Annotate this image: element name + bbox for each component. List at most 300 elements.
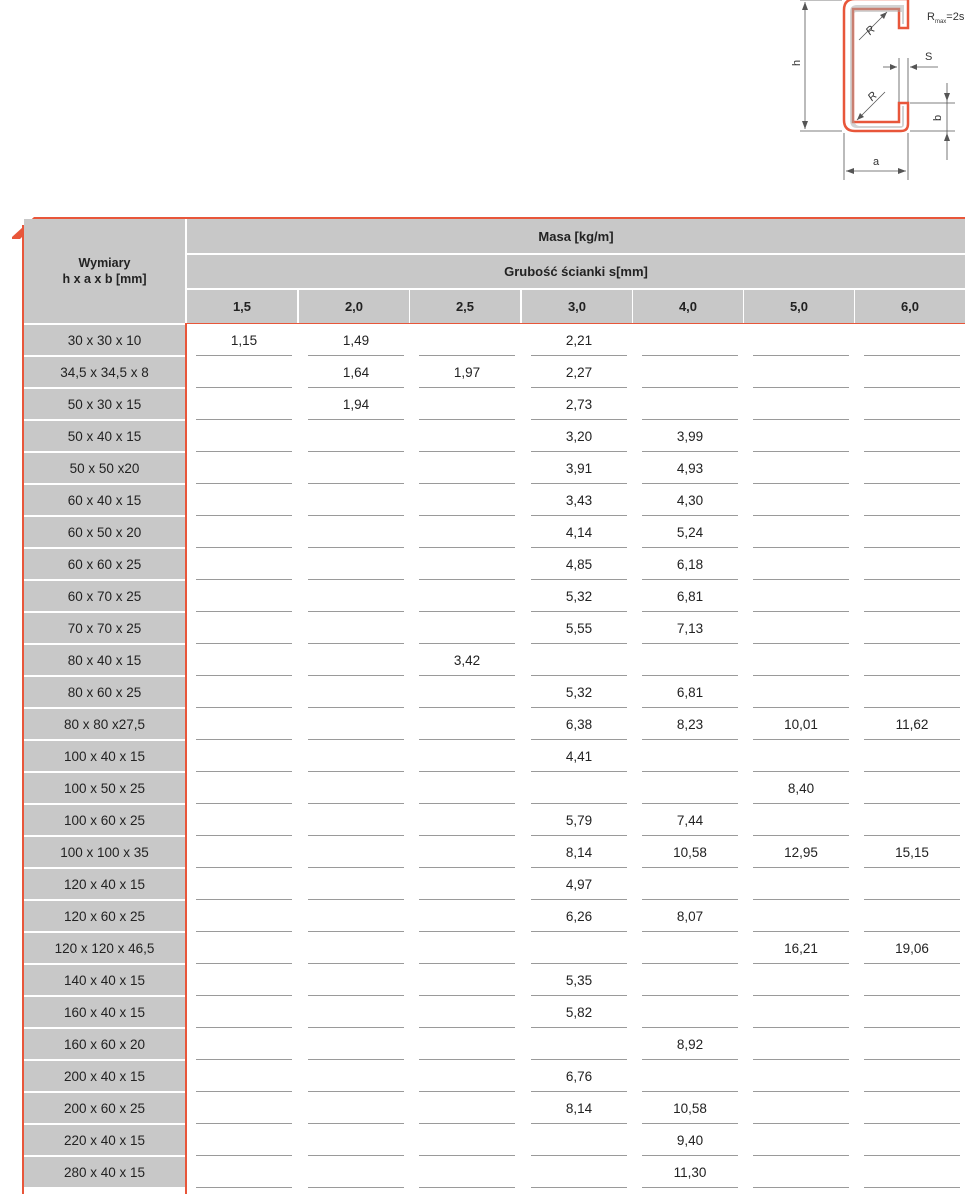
mass-cell bbox=[753, 325, 849, 356]
table-row bbox=[24, 325, 965, 357]
cell-rule bbox=[531, 707, 627, 708]
cell-rule bbox=[419, 611, 515, 612]
cell-rule bbox=[864, 803, 960, 804]
cell-rule bbox=[531, 963, 627, 964]
mass-cell bbox=[753, 1093, 849, 1124]
dimension-cell: 100 x 60 x 25 bbox=[24, 805, 185, 835]
cell-rule bbox=[308, 771, 404, 772]
cell-rule bbox=[419, 579, 515, 580]
mass-cell bbox=[308, 997, 404, 1028]
mass-cell: 16,21 bbox=[784, 941, 818, 956]
cell-rule bbox=[753, 579, 849, 580]
cell-rule bbox=[196, 1123, 292, 1124]
cell-rule bbox=[196, 931, 292, 932]
mass-cell bbox=[196, 965, 292, 996]
mass-cell bbox=[864, 421, 960, 452]
cell-rule bbox=[864, 451, 960, 452]
cell-rule bbox=[196, 483, 292, 484]
table-row bbox=[24, 709, 965, 741]
mass-header-label: Masa [kg/m] bbox=[538, 228, 614, 244]
cell-rule bbox=[753, 1059, 849, 1060]
dimension-cell: 120 x 60 x 25 bbox=[24, 901, 185, 931]
mass-cell bbox=[196, 357, 292, 388]
mass-cell bbox=[419, 837, 515, 868]
cell-rule bbox=[531, 931, 627, 932]
table-row bbox=[24, 837, 965, 869]
cell-rule bbox=[196, 995, 292, 996]
mass-cell: 1,64 bbox=[342, 365, 370, 380]
mass-cell bbox=[196, 997, 292, 1028]
dimension-cell: 60 x 70 x 25 bbox=[24, 581, 185, 611]
mass-cell bbox=[419, 581, 515, 612]
dimension-cell: 50 x 30 x 15 bbox=[24, 389, 185, 419]
mass-cell: 6,38 bbox=[565, 717, 593, 732]
cell-rule bbox=[642, 739, 738, 740]
mass-cell: 8,07 bbox=[676, 909, 704, 924]
dimension-cell: 140 x 40 x 15 bbox=[24, 965, 185, 995]
mass-cell bbox=[308, 1029, 404, 1060]
dimension-cell: 50 x 40 x 15 bbox=[24, 421, 185, 451]
mass-cell: 19,06 bbox=[895, 941, 929, 956]
mass-cell bbox=[308, 741, 404, 772]
dim-label-b: b bbox=[932, 114, 944, 121]
cell-rule bbox=[196, 1059, 292, 1060]
mass-cell bbox=[642, 357, 738, 388]
mass-cell bbox=[753, 1061, 849, 1092]
mass-cell: 1,97 bbox=[453, 365, 481, 380]
mass-cell bbox=[308, 901, 404, 932]
cell-rule bbox=[196, 611, 292, 612]
cell-rule bbox=[642, 931, 738, 932]
cell-rule bbox=[308, 995, 404, 996]
mass-cell: 15,15 bbox=[895, 845, 929, 860]
cell-rule bbox=[531, 1187, 627, 1188]
cell-rule bbox=[753, 419, 849, 420]
mass-cell bbox=[308, 709, 404, 740]
cell-rule bbox=[642, 355, 738, 356]
cell-rule bbox=[308, 1027, 404, 1028]
mass-cell bbox=[196, 805, 292, 836]
mass-cell bbox=[642, 997, 738, 1028]
cell-rule bbox=[196, 1091, 292, 1092]
mass-cell bbox=[864, 325, 960, 356]
mass-cell bbox=[308, 453, 404, 484]
dimension-cell: 280 x 40 x 15 bbox=[24, 1157, 185, 1187]
cell-rule bbox=[308, 483, 404, 484]
mass-cell bbox=[753, 357, 849, 388]
mass-cell bbox=[196, 773, 292, 804]
rmax-note: $R_{max}=2s$ bbox=[927, 11, 965, 25]
mass-cell bbox=[531, 933, 627, 964]
mass-cell bbox=[419, 421, 515, 452]
cell-rule bbox=[864, 835, 960, 836]
cell-rule bbox=[753, 483, 849, 484]
cell-rule bbox=[308, 1091, 404, 1092]
mass-cell bbox=[864, 869, 960, 900]
cell-rule bbox=[308, 515, 404, 516]
cell-rule bbox=[642, 707, 738, 708]
mass-cell bbox=[196, 581, 292, 612]
mass-cell bbox=[864, 773, 960, 804]
cell-rule bbox=[419, 675, 515, 676]
cell-rule bbox=[419, 1155, 515, 1156]
mass-cell bbox=[308, 613, 404, 644]
cell-rule bbox=[308, 835, 404, 836]
mass-header bbox=[187, 219, 965, 253]
cell-rule bbox=[419, 963, 515, 964]
cell-rule bbox=[864, 515, 960, 516]
cell-rule bbox=[196, 355, 292, 356]
mass-cell: 10,58 bbox=[673, 1101, 707, 1116]
dimensions-header bbox=[24, 219, 185, 323]
mass-cell: 8,14 bbox=[565, 1101, 593, 1116]
table-row bbox=[24, 1029, 965, 1061]
cell-rule bbox=[196, 899, 292, 900]
dimension-cell: 80 x 40 x 15 bbox=[24, 645, 185, 675]
mass-cell bbox=[753, 1125, 849, 1156]
mass-cell bbox=[196, 645, 292, 676]
dimension-cell: 34,5 x 34,5 x 8 bbox=[24, 357, 185, 387]
mass-cell: 1,49 bbox=[342, 333, 370, 348]
mass-cell bbox=[196, 837, 292, 868]
thickness-column-header: 1,5 bbox=[187, 290, 297, 323]
table-row bbox=[24, 773, 965, 805]
cell-rule bbox=[531, 867, 627, 868]
mass-cell bbox=[864, 389, 960, 420]
cell-rule bbox=[864, 355, 960, 356]
mass-cell bbox=[642, 325, 738, 356]
cell-rule bbox=[196, 675, 292, 676]
mass-cell bbox=[753, 645, 849, 676]
mass-cell bbox=[308, 485, 404, 516]
cell-rule bbox=[308, 675, 404, 676]
cell-rule bbox=[642, 611, 738, 612]
mass-cell bbox=[419, 709, 515, 740]
cell-rule bbox=[753, 963, 849, 964]
cell-rule bbox=[642, 1027, 738, 1028]
cell-rule bbox=[308, 803, 404, 804]
dimension-cell: 200 x 40 x 15 bbox=[24, 1061, 185, 1091]
cell-rule bbox=[308, 611, 404, 612]
cell-rule bbox=[419, 931, 515, 932]
mass-cell: 4,30 bbox=[676, 493, 704, 508]
cell-rule bbox=[864, 547, 960, 548]
cell-rule bbox=[753, 643, 849, 644]
mass-cell: 8,40 bbox=[787, 781, 815, 796]
mass-cell: 5,55 bbox=[565, 621, 593, 636]
mass-cell: 2,27 bbox=[565, 365, 593, 380]
table-row bbox=[24, 997, 965, 1029]
table-row bbox=[24, 389, 965, 421]
cell-rule bbox=[419, 771, 515, 772]
mass-cell bbox=[642, 933, 738, 964]
cell-rule bbox=[864, 483, 960, 484]
mass-cell bbox=[864, 1093, 960, 1124]
mass-cell bbox=[308, 933, 404, 964]
cell-rule bbox=[531, 771, 627, 772]
thickness-column-header: 5,0 bbox=[744, 290, 854, 323]
cell-rule bbox=[419, 899, 515, 900]
cell-rule bbox=[642, 995, 738, 996]
cell-rule bbox=[753, 1155, 849, 1156]
mass-cell bbox=[864, 965, 960, 996]
cell-rule bbox=[308, 547, 404, 548]
cell-rule bbox=[531, 355, 627, 356]
cell-rule bbox=[531, 899, 627, 900]
table-row bbox=[24, 421, 965, 453]
cell-rule bbox=[753, 387, 849, 388]
mass-cell bbox=[308, 869, 404, 900]
cell-rule bbox=[419, 547, 515, 548]
dimensions-header-title: Wymiary bbox=[78, 256, 131, 270]
mass-cell: 12,95 bbox=[784, 845, 818, 860]
cell-rule bbox=[419, 1123, 515, 1124]
table-row bbox=[24, 453, 965, 485]
cell-rule bbox=[419, 483, 515, 484]
mass-cell bbox=[864, 613, 960, 644]
cell-rule bbox=[531, 995, 627, 996]
cell-rule bbox=[864, 419, 960, 420]
mass-cell bbox=[864, 549, 960, 580]
cell-rule bbox=[308, 1059, 404, 1060]
mass-cell bbox=[196, 1061, 292, 1092]
mass-cell bbox=[419, 677, 515, 708]
cell-rule bbox=[531, 1155, 627, 1156]
cell-rule bbox=[196, 803, 292, 804]
cell-rule bbox=[642, 643, 738, 644]
mass-cell bbox=[864, 805, 960, 836]
mass-cell bbox=[196, 389, 292, 420]
dimension-cell: 100 x 40 x 15 bbox=[24, 741, 185, 771]
mass-cell bbox=[196, 901, 292, 932]
cell-rule bbox=[753, 739, 849, 740]
cell-rule bbox=[864, 643, 960, 644]
cell-rule bbox=[753, 1027, 849, 1028]
cell-rule bbox=[642, 1123, 738, 1124]
dimension-cell: 220 x 40 x 15 bbox=[24, 1125, 185, 1155]
mass-cell bbox=[196, 1093, 292, 1124]
mass-cell bbox=[753, 1157, 849, 1188]
mass-cell bbox=[753, 581, 849, 612]
mass-cell bbox=[419, 869, 515, 900]
cell-rule bbox=[864, 1155, 960, 1156]
mass-cell bbox=[196, 1125, 292, 1156]
thickness-column-header: 3,0 bbox=[522, 290, 632, 323]
mass-cell bbox=[753, 421, 849, 452]
cell-rule bbox=[308, 419, 404, 420]
mass-cell: 6,81 bbox=[676, 685, 704, 700]
cell-rule bbox=[642, 867, 738, 868]
table-row bbox=[24, 485, 965, 517]
mass-cell bbox=[419, 933, 515, 964]
cell-rule bbox=[753, 355, 849, 356]
mass-cell bbox=[642, 965, 738, 996]
mass-cell bbox=[419, 1093, 515, 1124]
cell-rule bbox=[196, 387, 292, 388]
mass-cell bbox=[864, 357, 960, 388]
mass-cell bbox=[531, 1157, 627, 1188]
mass-cell: 6,76 bbox=[565, 1069, 593, 1084]
mass-cell: 6,26 bbox=[565, 909, 593, 924]
cell-rule bbox=[642, 803, 738, 804]
cell-rule bbox=[642, 579, 738, 580]
mass-cell bbox=[753, 485, 849, 516]
dim-label-a: a bbox=[873, 156, 880, 168]
dimension-cell: 70 x 70 x 25 bbox=[24, 613, 185, 643]
dimension-cell: 160 x 60 x 20 bbox=[24, 1029, 185, 1059]
mass-cell bbox=[308, 805, 404, 836]
table-row bbox=[24, 1061, 965, 1093]
dimension-cell: 60 x 50 x 20 bbox=[24, 517, 185, 547]
cell-rule bbox=[642, 1155, 738, 1156]
dimension-cell: 160 x 40 x 15 bbox=[24, 997, 185, 1027]
mass-cell: 3,43 bbox=[565, 493, 593, 508]
cell-rule bbox=[753, 931, 849, 932]
mass-cell bbox=[531, 645, 627, 676]
cell-rule bbox=[753, 867, 849, 868]
table-row bbox=[24, 741, 965, 773]
mass-cell bbox=[419, 805, 515, 836]
cell-rule bbox=[753, 899, 849, 900]
cell-rule bbox=[864, 707, 960, 708]
mass-cell bbox=[642, 773, 738, 804]
mass-cell bbox=[419, 901, 515, 932]
table-row bbox=[24, 613, 965, 645]
mass-cell bbox=[531, 1125, 627, 1156]
mass-cell bbox=[419, 613, 515, 644]
mass-cell bbox=[196, 613, 292, 644]
cell-rule bbox=[419, 387, 515, 388]
cell-rule bbox=[531, 515, 627, 516]
cell-rule bbox=[308, 1123, 404, 1124]
thickness-column-header: 4,0 bbox=[633, 290, 743, 323]
mass-cell bbox=[864, 741, 960, 772]
mass-cell bbox=[753, 517, 849, 548]
cell-rule bbox=[308, 707, 404, 708]
mass-cell bbox=[196, 421, 292, 452]
cell-rule bbox=[531, 1027, 627, 1028]
cell-rule bbox=[531, 803, 627, 804]
dimension-cell: 60 x 60 x 25 bbox=[24, 549, 185, 579]
cell-rule bbox=[419, 867, 515, 868]
mass-cell bbox=[419, 453, 515, 484]
mass-cell bbox=[531, 1029, 627, 1060]
mass-cell bbox=[308, 549, 404, 580]
cell-rule bbox=[864, 931, 960, 932]
dimension-cell: 30 x 30 x 10 bbox=[24, 325, 185, 355]
cell-rule bbox=[753, 547, 849, 548]
mass-cell bbox=[308, 1157, 404, 1188]
mass-cell bbox=[419, 997, 515, 1028]
cell-rule bbox=[419, 803, 515, 804]
cell-rule bbox=[531, 451, 627, 452]
mass-cell bbox=[196, 677, 292, 708]
mass-cell bbox=[196, 485, 292, 516]
cell-rule bbox=[196, 835, 292, 836]
dim-label-r-upper: R bbox=[863, 23, 878, 38]
cell-rule bbox=[308, 579, 404, 580]
mass-cell: 11,30 bbox=[673, 1165, 707, 1180]
table-row bbox=[24, 517, 965, 549]
mass-cell bbox=[753, 901, 849, 932]
cell-rule bbox=[642, 547, 738, 548]
cell-rule bbox=[642, 419, 738, 420]
cell-rule bbox=[419, 515, 515, 516]
cell-rule bbox=[642, 515, 738, 516]
mass-cell bbox=[419, 1029, 515, 1060]
cell-rule bbox=[531, 1091, 627, 1092]
mass-cell: 3,91 bbox=[565, 461, 593, 476]
mass-cell: 4,97 bbox=[565, 877, 593, 892]
cell-rule bbox=[196, 419, 292, 420]
cell-rule bbox=[864, 579, 960, 580]
cell-rule bbox=[308, 355, 404, 356]
cell-rule bbox=[864, 1027, 960, 1028]
mass-cell bbox=[864, 517, 960, 548]
data-top-rule bbox=[185, 323, 965, 324]
cell-rule bbox=[864, 867, 960, 868]
mass-cell bbox=[864, 1029, 960, 1060]
cell-rule bbox=[642, 451, 738, 452]
cell-rule bbox=[196, 707, 292, 708]
cell-rule bbox=[753, 1187, 849, 1188]
mass-cell bbox=[864, 485, 960, 516]
cell-rule bbox=[642, 1187, 738, 1188]
cell-rule bbox=[308, 931, 404, 932]
mass-cell bbox=[642, 645, 738, 676]
mass-cell bbox=[196, 709, 292, 740]
dim-label-s: S bbox=[925, 51, 933, 63]
cell-rule bbox=[419, 643, 515, 644]
cell-rule bbox=[753, 451, 849, 452]
mass-cell bbox=[308, 773, 404, 804]
thickness-header-label: Grubość ścianki s[mm] bbox=[504, 264, 648, 279]
cell-rule bbox=[642, 483, 738, 484]
mass-cell: 6,81 bbox=[676, 589, 704, 604]
row-separator bbox=[34, 1187, 185, 1189]
cell-rule bbox=[864, 1059, 960, 1060]
mass-cell: 4,41 bbox=[565, 749, 593, 764]
cell-rule bbox=[753, 515, 849, 516]
mass-cell bbox=[419, 549, 515, 580]
cell-rule bbox=[864, 963, 960, 964]
dimension-cell: 100 x 100 x 35 bbox=[24, 837, 185, 867]
cell-rule bbox=[753, 995, 849, 996]
table-row bbox=[24, 1093, 965, 1125]
table-row bbox=[24, 805, 965, 837]
mass-cell bbox=[308, 645, 404, 676]
mass-cell: 5,24 bbox=[676, 525, 704, 540]
mass-cell bbox=[308, 1125, 404, 1156]
thickness-column-header: 6,0 bbox=[855, 290, 965, 323]
mass-cell bbox=[753, 677, 849, 708]
table-row bbox=[24, 581, 965, 613]
mass-cell: 4,85 bbox=[565, 557, 593, 572]
dimensions-header-unit: h x a x b [mm] bbox=[62, 272, 147, 286]
cell-rule bbox=[753, 771, 849, 772]
cell-rule bbox=[308, 899, 404, 900]
cell-rule bbox=[531, 579, 627, 580]
table-row bbox=[24, 357, 965, 389]
cell-rule bbox=[196, 547, 292, 548]
cell-rule bbox=[419, 451, 515, 452]
cell-rule bbox=[308, 739, 404, 740]
cell-rule bbox=[864, 611, 960, 612]
cell-rule bbox=[419, 355, 515, 356]
thickness-column-header: 2,5 bbox=[410, 290, 520, 323]
dimension-cell: 200 x 60 x 25 bbox=[24, 1093, 185, 1123]
table-row bbox=[24, 645, 965, 677]
